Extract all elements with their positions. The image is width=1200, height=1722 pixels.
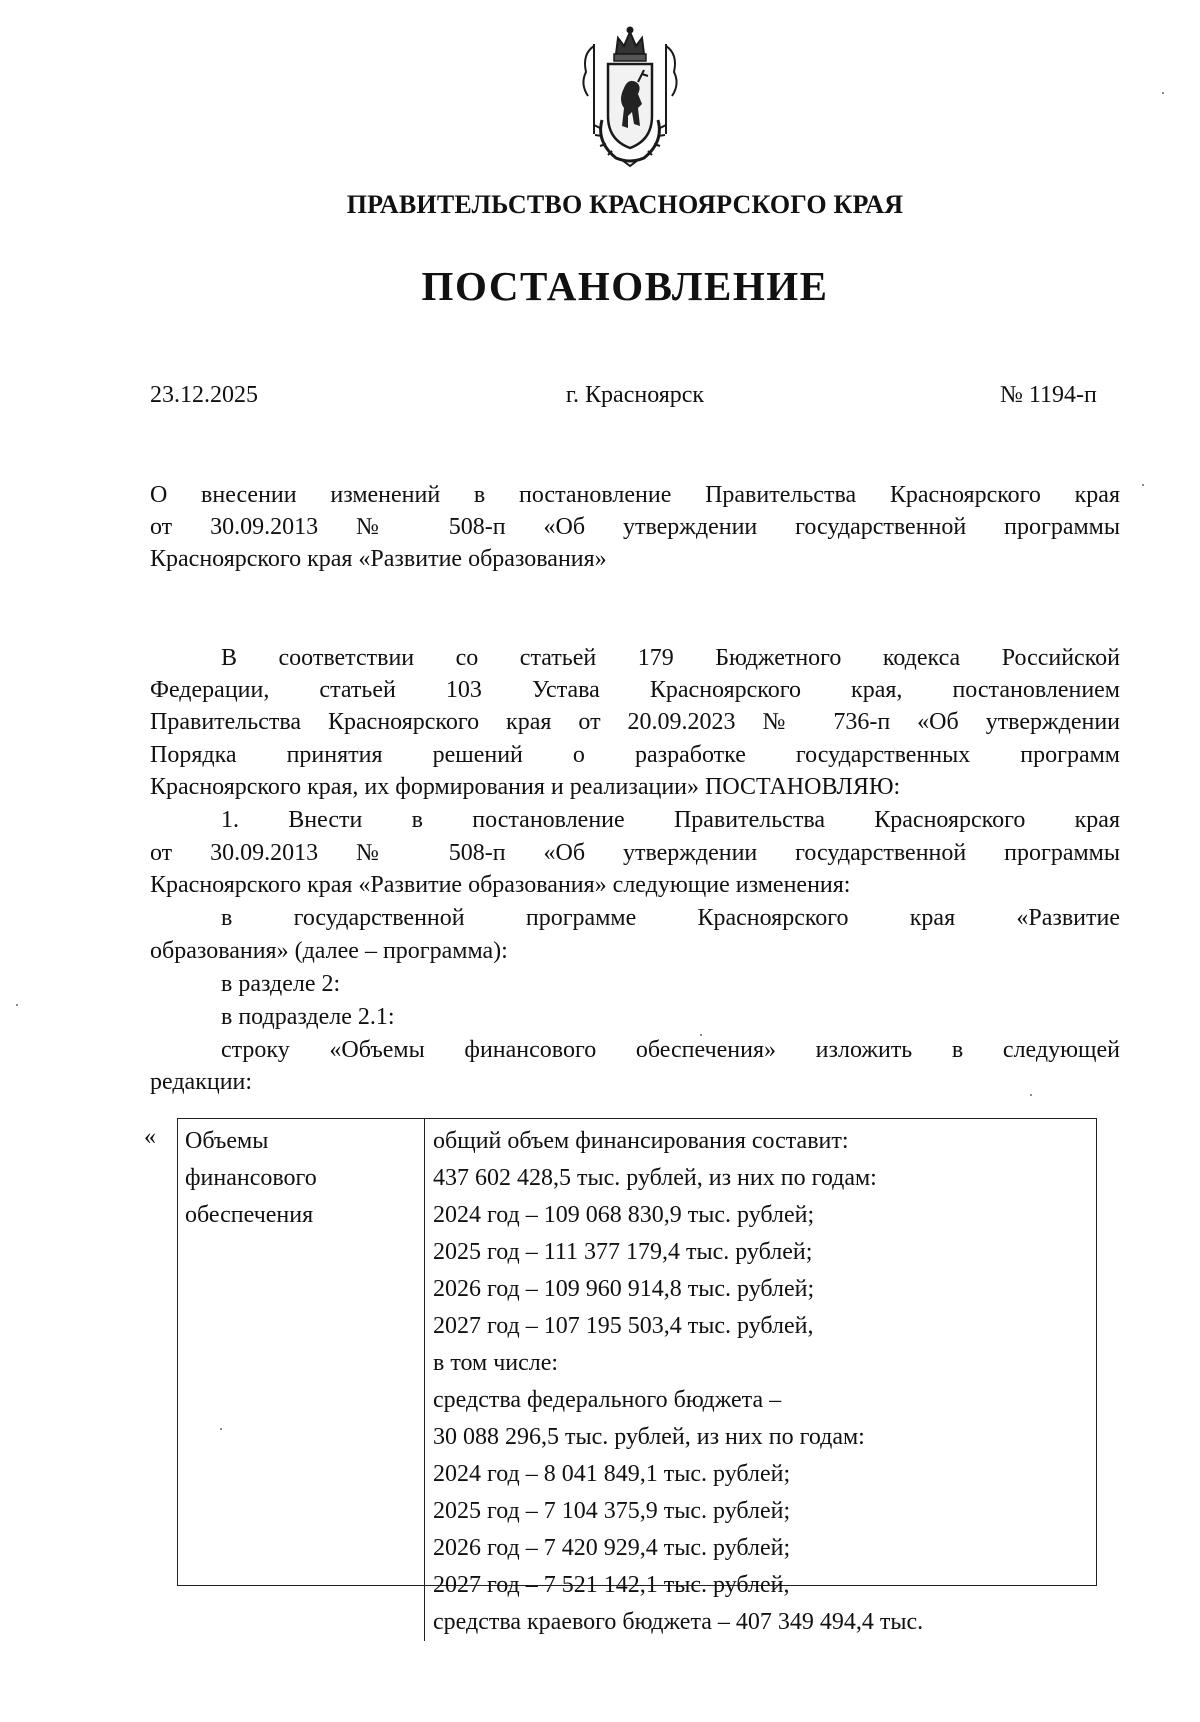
- financing-value-line: 2024 год – 109 068 830,9 тыс. рублей;: [424, 1197, 1092, 1234]
- scan-speck: [1030, 1094, 1032, 1096]
- financing-value-line: средства краевого бюджета – 407 349 494,4 тыс.: [424, 1604, 1092, 1641]
- scan-speck: [700, 1034, 702, 1036]
- body-line: редакции:: [150, 1069, 253, 1095]
- scan-speck: [1142, 484, 1144, 486]
- financing-table: [177, 1118, 1097, 1635]
- body-line: Правительства Красноярского края от 20.09.2023 № 736-п «Об утверждении: [150, 709, 1120, 735]
- financing-value-line: 437 602 428,5 тыс. рублей, из них по годам:: [424, 1160, 1092, 1197]
- opening-quote: «: [144, 1124, 156, 1150]
- body-line: 1. Внести в постановление Правительства Красноярского края: [221, 807, 1120, 833]
- body-line: образования» (далее – программа):: [150, 938, 508, 964]
- financing-value-line: 2026 год – 7 420 929,4 тыс. рублей;: [424, 1530, 1092, 1567]
- document-city: г. Красноярск: [565, 382, 705, 408]
- body-line: Федерации, статьей 103 Устава Красноярского края, постановлением: [150, 677, 1120, 703]
- document-date: 23.12.2025: [150, 382, 258, 408]
- financing-values-list: [432, 1123, 1092, 1641]
- scan-speck: [1162, 92, 1164, 94]
- coat-of-arms-icon: [572, 24, 688, 168]
- document-number: № 1194-п: [1000, 382, 1097, 408]
- financing-value-line: 2025 год – 7 104 375,9 тыс. рублей;: [424, 1493, 1092, 1530]
- body-line: от 30.09.2013 № 508-п «Об утверждении государственной программы: [150, 840, 1120, 866]
- body-line: В соответствии со статьей 179 Бюджетного кодекса Российской: [221, 645, 1120, 671]
- scan-speck: [16, 1004, 18, 1006]
- document-type-title: ПОСТАНОВЛЕНИЕ: [421, 263, 829, 309]
- body-line: Порядка принятия решений о разработке государственных программ: [150, 742, 1120, 768]
- financing-value-line: общий объем финансирования составит:: [424, 1123, 1092, 1160]
- body-line: строку «Объемы финансового обеспечения» изложить в следующей: [221, 1037, 1120, 1063]
- subject-line: О внесении изменений в постановление Правительства Красноярского края: [150, 482, 1120, 508]
- body-line: Красноярского края «Развитие образования» следующие изменения:: [150, 872, 851, 898]
- financing-value-line: 2026 год – 109 960 914,8 тыс. рублей;: [424, 1271, 1092, 1308]
- financing-value-line: средства федерального бюджета –: [424, 1382, 1092, 1419]
- body-line: в государственной программе Красноярского края «Развитие: [221, 905, 1120, 931]
- financing-value-line: 2025 год – 111 377 179,4 тыс. рублей;: [424, 1234, 1092, 1271]
- body-line: Красноярского края, их формирования и реализации» ПОСТАНОВЛЯЮ:: [150, 774, 901, 800]
- financing-value-line: 2024 год – 8 041 849,1 тыс. рублей;: [424, 1456, 1092, 1493]
- body-line: в разделе 2:: [221, 971, 341, 997]
- scan-speck: [220, 1428, 222, 1430]
- financing-value-line: 2027 год – 107 195 503,4 тыс. рублей,: [424, 1308, 1092, 1345]
- body-line: в подразделе 2.1:: [221, 1004, 395, 1030]
- financing-value-line: в том числе:: [424, 1345, 1092, 1382]
- organization-title: ПРАВИТЕЛЬСТВО КРАСНОЯРСКОГО КРАЯ: [346, 190, 904, 219]
- subject-line: от 30.09.2013 № 508-п «Об утверждении государственной программы: [150, 514, 1120, 540]
- subject-line: Красноярского края «Развитие образования»: [150, 546, 607, 572]
- financing-value-line: 30 088 296,5 тыс. рублей, из них по годам:: [424, 1419, 1092, 1456]
- financing-row-label: Объемы финансового обеспечения: [185, 1128, 317, 1228]
- financing-value-line: 2027 год – 7 521 142,1 тыс. рублей,: [424, 1567, 1092, 1604]
